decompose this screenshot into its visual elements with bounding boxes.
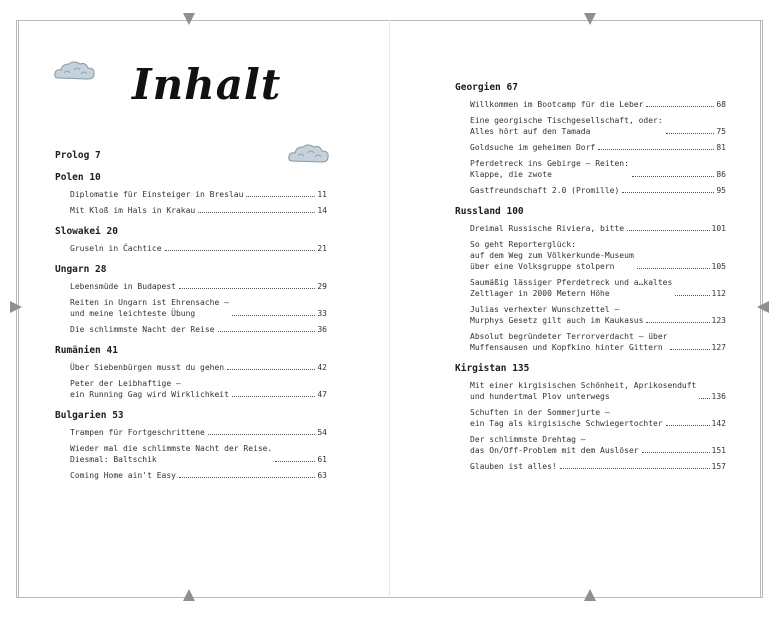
toc-entry xyxy=(470,277,726,299)
toc-entry xyxy=(70,205,327,216)
toc-entry-page: 95 xyxy=(716,186,726,195)
triangle-marker-icon xyxy=(584,589,596,601)
section-heading: Polen 10 xyxy=(55,172,101,183)
toc-entry-title: Diplomatie für Einsteiger in Breslau xyxy=(70,190,244,199)
dot-leader xyxy=(227,369,315,370)
dot-leader xyxy=(179,288,315,289)
toc-entry-page: 33 xyxy=(317,309,327,318)
dot-leader xyxy=(218,331,316,332)
toc-entry xyxy=(470,223,726,234)
dot-leader xyxy=(275,461,315,462)
toc-entry-title: Willkommen im Bootcamp für die Leber xyxy=(470,100,644,109)
toc-entry-page: 101 xyxy=(711,224,726,233)
toc-entry-title: Die schlimmste Nacht der Reise xyxy=(70,325,215,334)
toc-entry-page: 86 xyxy=(716,170,726,179)
dot-leader xyxy=(198,212,315,213)
dot-leader xyxy=(632,176,714,177)
toc-entry xyxy=(470,99,726,110)
dot-leader xyxy=(622,192,714,193)
toc-entry-title: Pferdetreck ins Gebirge – Reiten: Klappe, die zwote xyxy=(470,159,629,179)
toc-section xyxy=(455,206,726,353)
toc-section xyxy=(455,363,726,472)
toc-entry xyxy=(70,470,327,481)
toc-entry xyxy=(470,331,726,353)
toc-entry xyxy=(470,239,726,272)
dot-leader xyxy=(675,295,709,296)
toc-entry-title: Wieder mal die schlimmste Nacht der Reise. Diesmal: Baltschik xyxy=(70,444,273,464)
toc-entry-title: Schuften in der Sommerjurte – ein Tag als kirgisische Schwiegertochter xyxy=(470,408,663,428)
toc-entry xyxy=(70,443,327,465)
dot-leader xyxy=(208,434,316,435)
toc-entry xyxy=(470,461,726,472)
section-heading: Ungarn 28 xyxy=(55,264,107,275)
toc-entry-page: 81 xyxy=(716,143,726,152)
dot-leader xyxy=(666,425,710,426)
toc-entry xyxy=(470,380,726,402)
toc-entry-title: Peter der Leibhaftige – ein Running Gag wird Wirklichkeit xyxy=(70,379,229,399)
dot-leader xyxy=(666,133,715,134)
dot-leader xyxy=(232,315,315,316)
toc-entry-page: 142 xyxy=(711,419,726,428)
toc-entry-title: Goldsuche im geheimen Dorf xyxy=(470,143,596,152)
toc-entry xyxy=(70,281,327,292)
toc-entry xyxy=(70,362,327,373)
toc-entry-page: 63 xyxy=(317,471,327,480)
section-heading: Russland 100 xyxy=(455,206,524,217)
toc-entry-page: 21 xyxy=(317,244,327,253)
toc-entry xyxy=(70,243,327,254)
dot-leader xyxy=(560,468,710,469)
cloud-icon xyxy=(52,58,98,84)
toc-entry xyxy=(470,115,726,137)
toc-entry-title: Der schlimmste Drehtag – das On/Off-Problem mit dem Auslöser xyxy=(470,435,639,455)
toc-section xyxy=(55,345,327,400)
toc-entry-page: 42 xyxy=(317,363,327,372)
toc-entry xyxy=(470,142,726,153)
dot-leader xyxy=(627,230,709,231)
toc-entry-page: 47 xyxy=(317,390,327,399)
toc-entry-page: 75 xyxy=(716,127,726,136)
toc-left-column xyxy=(55,150,327,491)
toc-entry-page: 14 xyxy=(317,206,327,215)
toc-section xyxy=(55,172,327,216)
toc-entry-title: Gastfreundschaft 2.0 (Promille) xyxy=(470,186,620,195)
section-heading: Slowakei 20 xyxy=(55,226,118,237)
toc-entry-page: 29 xyxy=(317,282,327,291)
toc-section xyxy=(55,150,327,162)
triangle-marker-icon xyxy=(183,13,195,25)
toc-entry-title: Julias verhexter Wunschzettel – Murphys Gesetz gilt auch im Kaukasus xyxy=(470,305,644,325)
toc-entry-title: Mit einer kirgisischen Schönheit, Aprikosenduft und hundertmal Plov unterwegs xyxy=(470,381,697,401)
toc-entry-page: 112 xyxy=(711,289,726,298)
dot-leader xyxy=(646,106,714,107)
dot-leader xyxy=(642,452,710,453)
section-heading: Kirgistan 135 xyxy=(455,363,530,374)
page-title: Inhalt xyxy=(132,60,282,109)
toc-entry xyxy=(70,324,327,335)
toc-entry-page: 123 xyxy=(711,316,726,325)
toc-entry-title: Reiten in Ungarn ist Ehrensache – und meine leichteste Übung xyxy=(70,298,229,318)
toc-entry-title: Glauben ist alles! xyxy=(470,462,557,471)
section-heading: Bulgarien 53 xyxy=(55,410,124,421)
toc-entry-page: 36 xyxy=(317,325,327,334)
toc-entry xyxy=(470,158,726,180)
triangle-marker-icon xyxy=(584,13,596,25)
toc-entry xyxy=(470,407,726,429)
toc-entry-title: Lebensmüde in Budapest xyxy=(70,282,176,291)
toc-entry-title: Coming Home ain't Easy xyxy=(70,471,176,480)
dot-leader xyxy=(232,396,315,397)
toc-entry-page: 61 xyxy=(317,455,327,464)
toc-entry-title: Dreimal Russische Riviera, bitte xyxy=(470,224,625,233)
toc-section xyxy=(55,226,327,254)
toc-entry-page: 11 xyxy=(317,190,327,199)
dot-leader xyxy=(646,322,709,323)
toc-right-column xyxy=(455,82,726,482)
section-heading: Prolog 7 xyxy=(55,150,101,161)
toc-entry-title: Absolut begründeter Terrorverdacht – über Muffensausen und Kopfkino hinter Gittern xyxy=(470,332,668,352)
dot-leader xyxy=(246,196,315,197)
section-heading: Georgien 67 xyxy=(455,82,518,93)
dot-leader xyxy=(179,477,315,478)
toc-entry-title: Über Siebenbürgen musst du gehen xyxy=(70,363,225,372)
toc-entry-page: 151 xyxy=(711,446,726,455)
toc-entry-title: Saumäßig lässiger Pferdetreck und a…kaltes Zeltlager in 2000 Metern Höhe xyxy=(470,278,673,298)
toc-entry-page: 136 xyxy=(711,392,726,401)
toc-entry xyxy=(470,185,726,196)
toc-entry xyxy=(70,427,327,438)
toc-entry xyxy=(70,378,327,400)
dot-leader xyxy=(598,149,714,150)
dot-leader xyxy=(165,250,316,251)
section-heading: Rumänien 41 xyxy=(55,345,118,356)
dot-leader xyxy=(699,398,709,399)
toc-entry xyxy=(70,297,327,319)
toc-entry xyxy=(470,304,726,326)
triangle-marker-icon xyxy=(183,589,195,601)
toc-entry-title: Gruseln in Čachtice xyxy=(70,244,162,253)
dot-leader xyxy=(670,349,709,350)
toc-section xyxy=(55,410,327,481)
toc-section xyxy=(55,264,327,335)
toc-section xyxy=(455,82,726,196)
toc-entry-page: 68 xyxy=(716,100,726,109)
triangle-marker-icon xyxy=(10,301,22,313)
gutter-line xyxy=(389,20,390,598)
toc-entry-title: Eine georgische Tischgesellschaft, oder: Alles hört auf den Tamada xyxy=(470,116,663,136)
toc-entry xyxy=(470,434,726,456)
toc-entry-title: So geht Reporterglück: auf dem Weg zum Völkerkunde-Museum über eine Volksgruppe stolpern xyxy=(470,240,634,271)
toc-entry-page: 127 xyxy=(711,343,726,352)
toc-entry xyxy=(70,189,327,200)
toc-entry-page: 157 xyxy=(711,462,726,471)
toc-entry-title: Trampen für Fortgeschrittene xyxy=(70,428,205,437)
toc-entry-page: 105 xyxy=(711,262,726,271)
triangle-marker-icon xyxy=(757,301,769,313)
toc-entry-title: Mit Kloß im Hals in Krakau xyxy=(70,206,196,215)
toc-entry-page: 54 xyxy=(317,428,327,437)
dot-leader xyxy=(637,268,710,269)
